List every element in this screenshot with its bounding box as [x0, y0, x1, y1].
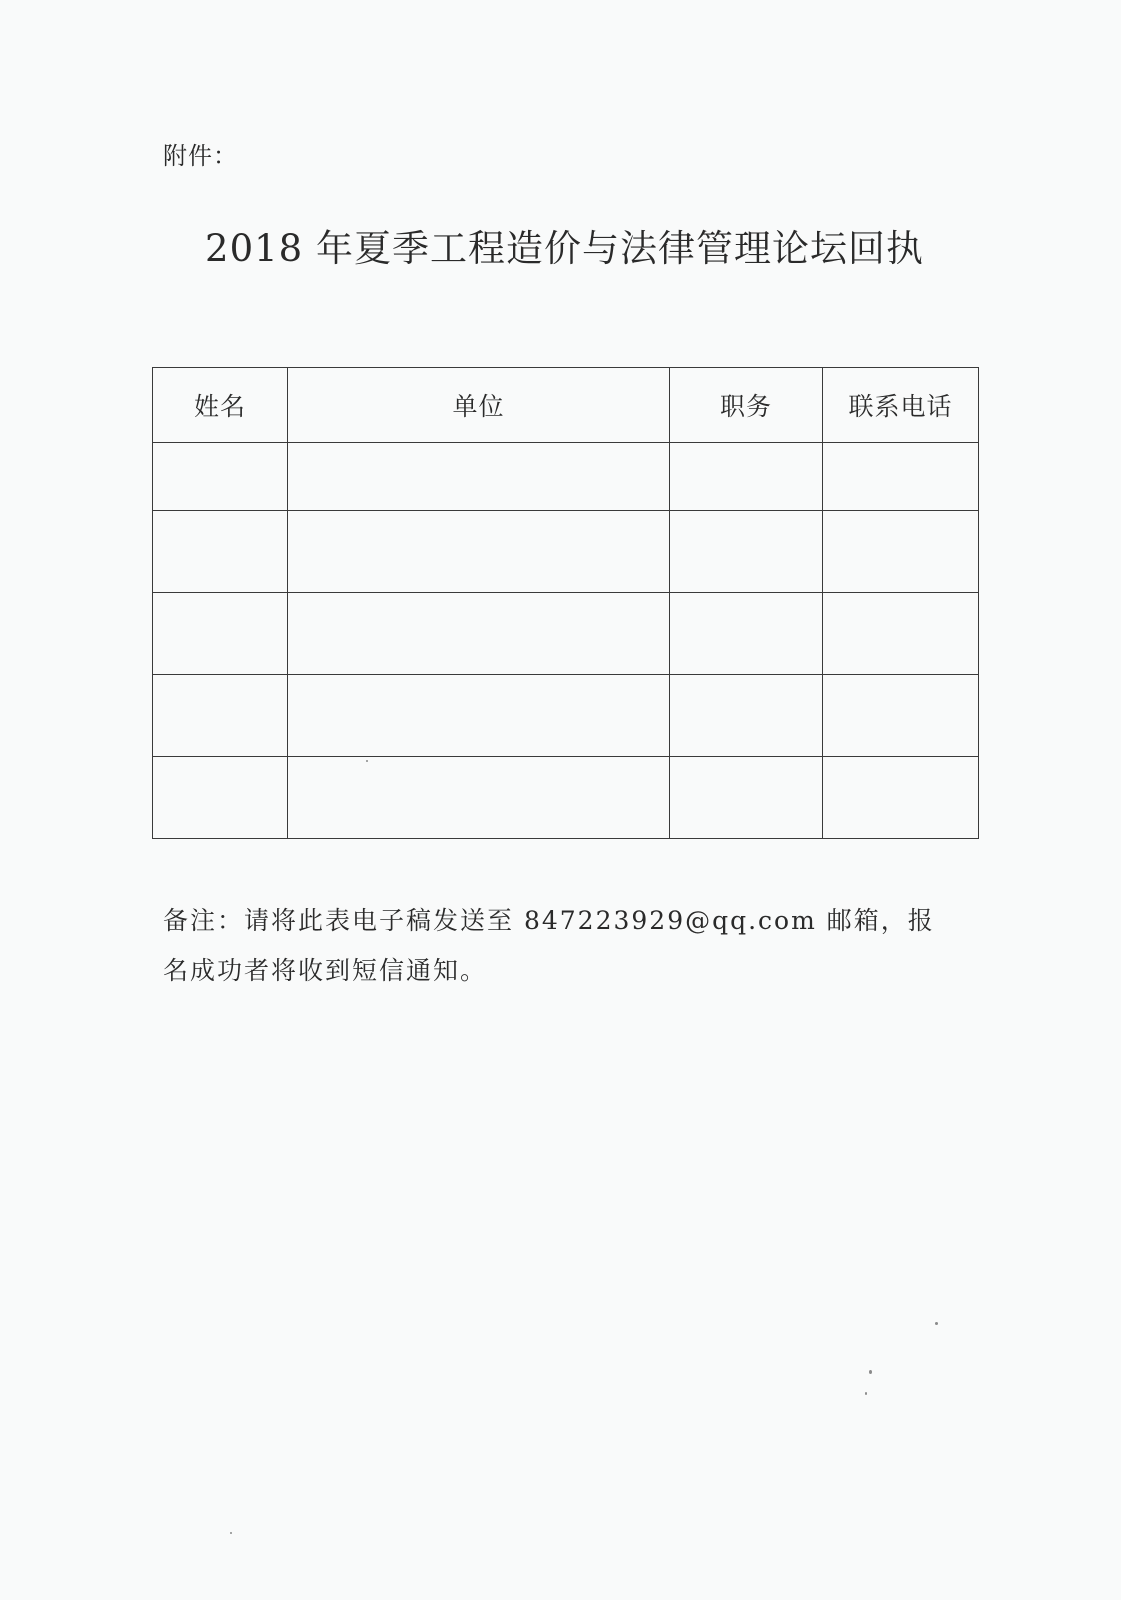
cell-position: [670, 443, 823, 511]
table-row: [153, 593, 979, 675]
scan-speck: [230, 1532, 232, 1534]
cell-unit: [288, 593, 670, 675]
cell-phone: [823, 757, 979, 839]
cell-position: [670, 593, 823, 675]
cell-name: [153, 757, 288, 839]
receipt-table: [152, 367, 979, 839]
cell-phone: [823, 593, 979, 675]
table-row: [153, 675, 979, 757]
note-paragraph: [163, 896, 963, 996]
scan-speck: [366, 760, 368, 762]
attachment-label: 附件：: [163, 142, 238, 170]
cell-position: [670, 511, 823, 593]
cell-phone: [823, 511, 979, 593]
cell-phone: [823, 675, 979, 757]
cell-unit: [288, 511, 670, 593]
table-row: [153, 443, 979, 511]
cell-name: [153, 675, 288, 757]
cell-unit: [288, 443, 670, 511]
header-phone: 联系电话: [823, 368, 979, 443]
cell-position: [670, 675, 823, 757]
cell-name: [153, 511, 288, 593]
cell-name: [153, 443, 288, 511]
cell-phone: [823, 443, 979, 511]
header-position: 职务: [670, 368, 823, 443]
table-row: [153, 511, 979, 593]
scan-speck: [935, 1322, 938, 1325]
table-header-row: [153, 368, 979, 443]
header-name: 姓名: [153, 368, 288, 443]
cell-position: [670, 757, 823, 839]
header-unit: 单位: [288, 368, 670, 443]
cell-unit: [288, 757, 670, 839]
table-row: [153, 757, 979, 839]
scan-speck: [869, 1370, 872, 1374]
note-line-2: 名成功者将收到短信通知。: [163, 956, 488, 985]
cell-unit: [288, 675, 670, 757]
note-line-1: 备注：请将此表电子稿发送至 847223929@qq.com 邮箱，报: [163, 906, 935, 935]
cell-name: [153, 593, 288, 675]
scan-speck: [865, 1392, 867, 1395]
document-title: 2018 年夏季工程造价与法律管理论坛回执: [205, 227, 924, 270]
